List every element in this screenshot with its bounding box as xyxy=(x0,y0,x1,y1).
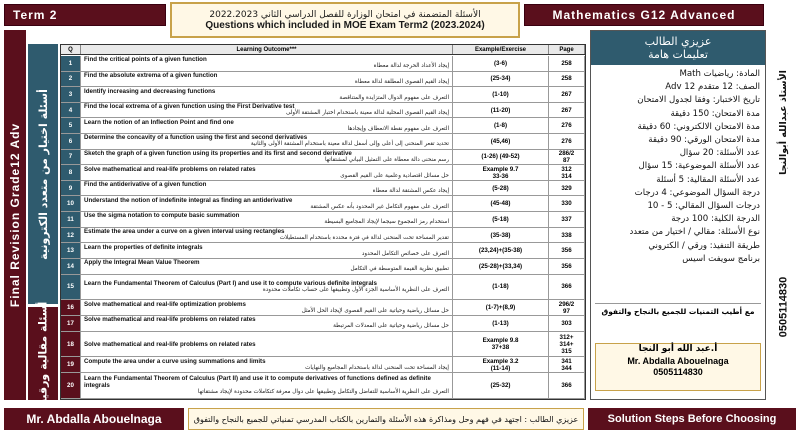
instruction-line: تاريخ الاختبار: وفقا لجدول الامتحان xyxy=(637,95,760,106)
outcome-arabic: التعرف على خصائص التكامل المحدود xyxy=(361,250,449,257)
sign-arabic: أ.عبد الله أبو النجا xyxy=(638,344,718,354)
footer-teacher: Mr. Abdalla Abouelnaga xyxy=(4,408,184,430)
question-number: 14 xyxy=(61,259,81,274)
question-number: 5 xyxy=(61,118,81,133)
sign-phone: 0505114830 xyxy=(653,367,703,377)
outcome-english: Find the absolute extrema of a given function xyxy=(84,71,218,79)
outcome-english: Estimate the area under a curve on a given interval using rectangles xyxy=(84,228,285,235)
outcome-english: Solve mathematical and real-life problems on related rates xyxy=(84,165,256,173)
example-exercise: (1-18) xyxy=(453,275,549,300)
outcome-english: Solve mathematical and real-life problems on related rates xyxy=(84,340,256,348)
header-outcome: Learning Outcome*** xyxy=(81,45,453,54)
exam-banner xyxy=(170,2,520,38)
outcome-arabic: تقدير المساحة تحت المنحنى لدالة في فترة محددة باستخدام المستطيلات xyxy=(279,235,449,241)
table-row xyxy=(61,357,585,373)
outcome-arabic: إيجاد عكس المشتقة لدالة معطاة xyxy=(372,188,449,195)
outcome-arabic: التعرف على مفهوم التكامل غير المحدود بأنه عكس المشتقة xyxy=(310,203,449,210)
outcome-english: Find the antiderivative of a given function xyxy=(84,181,207,189)
question-number: 19 xyxy=(61,357,81,372)
instruction-line: درجات السؤال المقالي: 5 - 10 xyxy=(647,201,760,212)
outcome-arabic: التعرف على مفهوم الدوال المتزايدة والمتناقصة xyxy=(339,94,449,101)
instruction-line: عدد الأسئلة الموضوعية: 15 سؤال xyxy=(638,161,760,172)
side-title-left xyxy=(4,30,26,400)
outcome-arabic: إيجاد المساحة تحت المنحنى لدالة باستخدام المجاميع والنهايات xyxy=(305,364,449,371)
table-row xyxy=(61,228,585,244)
question-number: 7 xyxy=(61,150,81,165)
page-number: 330 xyxy=(549,196,585,211)
table-row xyxy=(61,300,585,316)
question-number: 16 xyxy=(61,300,81,315)
question-number: 12 xyxy=(61,228,81,243)
question-number: 13 xyxy=(61,243,81,258)
learning-outcome xyxy=(81,165,453,180)
table-row xyxy=(61,275,585,301)
panel-title-2: تعليمات هامة xyxy=(648,48,708,61)
sign-english: Mr. Abdalla Abouelnaga xyxy=(627,355,729,366)
outcome-arabic: رسم منحنى دالة معطاة على التمثيل البياني لمشتقاتها xyxy=(324,156,449,163)
learning-outcome xyxy=(81,196,453,211)
instruction-line: عدد الأسئلة: 20 سؤال xyxy=(679,148,760,159)
example-exercise: (25-28)+(33,34) xyxy=(453,259,549,274)
learning-outcome xyxy=(81,275,453,300)
example-exercise: Example 3.2 (11-14) xyxy=(453,357,549,372)
learning-outcome xyxy=(81,357,453,372)
instruction-line: عدد الأسئلة المقالية: 5 أسئلة xyxy=(656,174,760,185)
learning-outcome xyxy=(81,134,453,149)
instruction-line: الصف: 12 متقدم Adv 12 xyxy=(665,82,760,93)
outcome-english: Learn the properties of definite integrals xyxy=(84,243,203,251)
instruction-line: مدة الامتحان الورقي: 90 دقيقة xyxy=(648,135,760,146)
page-number: 267 xyxy=(549,87,585,102)
page-number: 312+ 314+ 315 xyxy=(549,332,585,357)
panel-header xyxy=(591,31,765,65)
learning-outcome xyxy=(81,56,453,71)
outcome-arabic: حل مسائل رياضية وحياتية على القيم القصوى لإيجاد الحل الأمثل xyxy=(301,307,449,314)
section-essay xyxy=(28,301,58,406)
outcome-arabic: حل مسائل اقتصادية وعلمية على القيم القصوى xyxy=(340,172,449,179)
page-number: 303 xyxy=(549,316,585,331)
table-body xyxy=(61,56,585,399)
page-number: 296/2 97 xyxy=(549,300,585,315)
table-header xyxy=(61,45,585,55)
outcome-arabic: التعرف على النظرية الأساسية الجزء الأول وتطبيقها على حساب تكاملات محدودة xyxy=(262,286,449,293)
instruction-line: طريقة التنفيذ: ورقي / الكتروني xyxy=(648,240,760,251)
outcome-arabic: حل مسائل رياضية وحياتية على المعدلات المرتبطة xyxy=(333,323,449,330)
teacher-signature xyxy=(595,343,761,391)
question-number: 2 xyxy=(61,72,81,87)
panel-lines xyxy=(591,65,765,269)
side-name: الأستاذ عبدالله أبوالنجا xyxy=(777,69,789,175)
example-exercise: Example 9.7 33-36 xyxy=(453,165,549,180)
example-exercise: (3-6) xyxy=(453,56,549,71)
learning-outcome xyxy=(81,118,453,133)
table-row xyxy=(61,243,585,259)
outcome-english: Learn the Fundamental Theorem of Calculus (Part I) and use it to compute various definite integrals xyxy=(84,279,377,287)
page-number: 267 xyxy=(549,103,585,118)
page-number: 366 xyxy=(549,275,585,300)
example-exercise: (23,24)+(35-38) xyxy=(453,243,549,258)
learning-outcome xyxy=(81,300,453,315)
side-title-right xyxy=(770,30,796,400)
banner-english: Questions which included in MOE Exam Term2 (2023.2024) xyxy=(205,19,485,31)
outcome-english: Learn the notion of an Inflection Point and find one xyxy=(84,118,234,126)
outcome-english: Apply the Integral Mean Value Theorem xyxy=(84,259,200,267)
question-number: 15 xyxy=(61,275,81,300)
section-essay-label: أسئلة مقالية ورقية xyxy=(36,301,50,406)
outcome-english: Solve mathematical and real-life optimization problems xyxy=(84,300,246,308)
instruction-line: مدة الامتحان: 150 دقيقة xyxy=(670,108,760,119)
outcome-english: Understand the notion of indefinite integral as finding an antiderivative xyxy=(84,196,293,204)
outcome-arabic: تطبيق نظرية القيمة المتوسطة في التكامل xyxy=(350,266,449,273)
outcome-english: Find the local extrema of a given function using the First Derivative test xyxy=(84,103,295,111)
outcomes-table xyxy=(60,44,586,400)
section-mcq-label: أسئلة اختيار من متعدد الكترونية xyxy=(36,88,50,260)
side-title-text: Final Revision Grade12 Adv xyxy=(8,122,22,308)
example-exercise: (5-28) xyxy=(453,181,549,196)
table-row xyxy=(61,165,585,181)
example-exercise: (11-20) xyxy=(453,103,549,118)
outcome-arabic: التعرف على النظرية الأساسية للتفاضل والتكامل وتطبيقها على دوال معرفة كتكاملات محدودة لإيجاد مشتقاتها xyxy=(197,388,449,395)
question-number: 9 xyxy=(61,181,81,196)
page-number: 258 xyxy=(549,56,585,71)
question-number: 18 xyxy=(61,332,81,357)
page-number: 356 xyxy=(549,243,585,258)
example-exercise: (35-38) xyxy=(453,228,549,243)
page-number: 338 xyxy=(549,228,585,243)
outcome-english: Compute the area under a curve using summations and limits xyxy=(84,357,266,365)
instructions-panel xyxy=(590,30,766,400)
example-exercise: (25-32) xyxy=(453,373,549,398)
instruction-line: برنامج سويفت اسيس xyxy=(682,253,760,264)
example-exercise: (1-10) xyxy=(453,87,549,102)
example-exercise: (1-8) xyxy=(453,118,549,133)
example-exercise: (1-26) (49-52) xyxy=(453,150,549,165)
table-row xyxy=(61,103,585,119)
outcome-arabic: إيجاد القيم القصوى المطلقة لدالة معطاة xyxy=(354,78,449,85)
outcome-english: Sketch the graph of a given function using its properties and its first and second derivative xyxy=(84,149,352,157)
outcome-english: Learn the Fundamental Theorem of Calculus (Part II) and use it to compute derivatives of functions defined as definite integrals xyxy=(84,374,431,389)
page-number: 258 xyxy=(549,72,585,87)
table-row xyxy=(61,181,585,197)
table-row xyxy=(61,212,585,228)
instruction-line: درجة السؤال الموضوعي: 4 درجات xyxy=(634,187,760,198)
outcome-arabic: تحديد تقعر المنحنى إلى أعلى وإلى أسفل لدالة معينة باستخدام المشتقة الأولى والثانية xyxy=(250,141,449,148)
header-example: Example/Exercise xyxy=(453,45,549,54)
instruction-line: مدة الامتحان الالكتروني: 60 دقيقة xyxy=(637,121,760,132)
instruction-line: نوع الأسئلة: مقالي / اختيار من متعدد xyxy=(629,227,760,238)
example-exercise: Example 9.8 37+38 xyxy=(453,332,549,357)
example-exercise: (45-48) xyxy=(453,196,549,211)
question-number: 4 xyxy=(61,103,81,118)
table-row xyxy=(61,259,585,275)
outcome-arabic: إيجاد الأعداد الحرجة لدالة معطاة xyxy=(373,63,449,70)
outcome-english: Solve mathematical and real-life problems on related rates xyxy=(84,316,256,324)
question-number: 3 xyxy=(61,87,81,102)
outcome-arabic: إيجاد القيم القصوى المحلية لدالة معينة باستخدام اختبار المشتقة الأولى xyxy=(285,110,449,117)
outcome-english: Use the sigma notation to compute basic summation xyxy=(84,212,240,220)
footer-message: عزيزي الطالب : اجتهد في فهم وحل ومذاكرة هذه الأسئلة والتمارين بالكتاب المدرسي تمنياتي للجميع بالنجاح والتفوق xyxy=(188,408,584,430)
learning-outcome xyxy=(81,103,453,118)
learning-outcome xyxy=(81,150,453,165)
outcome-arabic: التعرف على مفهوم نقطة الانعطاف وإيجادها xyxy=(347,125,449,132)
table-row xyxy=(61,150,585,166)
page-number: 341 344 xyxy=(549,357,585,372)
learning-outcome xyxy=(81,316,453,331)
page-number: 329 xyxy=(549,181,585,196)
learning-outcome xyxy=(81,212,453,227)
learning-outcome xyxy=(81,332,453,357)
example-exercise: (25-34) xyxy=(453,72,549,87)
question-number: 6 xyxy=(61,134,81,149)
question-number: 8 xyxy=(61,165,81,180)
table-row xyxy=(61,196,585,212)
term-label: Term 2 xyxy=(4,4,166,26)
example-exercise: (5-18) xyxy=(453,212,549,227)
banner-arabic: الأسئلة المتضمنة في امتحان الوزارة للفصل الدراسي الثاني 2022.2023 xyxy=(209,9,481,20)
table-row xyxy=(61,118,585,134)
example-exercise: (1-7)+(8,9) xyxy=(453,300,549,315)
outcome-english: Determine the concavity of a function using the first and second derivatives xyxy=(84,134,308,142)
example-exercise: (45,46) xyxy=(453,134,549,149)
learning-outcome xyxy=(81,373,453,398)
page-number: 286/2 87 xyxy=(549,150,585,165)
page-number: 276 xyxy=(549,118,585,133)
table-row xyxy=(61,56,585,72)
question-number: 1 xyxy=(61,56,81,71)
example-exercise: (1-13) xyxy=(453,316,549,331)
footer-tip: Solution Steps Before Choosing xyxy=(588,408,796,430)
section-mcq xyxy=(28,44,58,304)
learning-outcome xyxy=(81,259,453,274)
learning-outcome xyxy=(81,243,453,258)
learning-outcome xyxy=(81,87,453,102)
learning-outcome xyxy=(81,72,453,87)
question-number: 10 xyxy=(61,196,81,211)
page-number: 312 314 xyxy=(549,165,585,180)
side-phone: 0505114830 xyxy=(777,276,790,338)
page-number: 366 xyxy=(549,373,585,398)
table-row xyxy=(61,316,585,332)
instruction-line: الدرجة الكلية: 100 درجة xyxy=(671,214,760,225)
question-number: 20 xyxy=(61,373,81,398)
header-q: Q xyxy=(61,45,81,54)
panel-note: مع أطيب التمنيات للجميع بالنجاح والتفوق xyxy=(595,303,761,316)
course-label: Mathematics G12 Advanced xyxy=(524,4,764,26)
outcome-english: Find the critical points of a given function xyxy=(84,56,207,64)
page-number: 356 xyxy=(549,259,585,274)
panel-title-1: عزيزي الطالب xyxy=(644,35,712,48)
question-number: 11 xyxy=(61,212,81,227)
table-row xyxy=(61,87,585,103)
outcome-arabic: استخدام رمز المجموع سيجما لإيجاد المجاميع البسيطة xyxy=(324,219,449,226)
table-row xyxy=(61,72,585,88)
table-row xyxy=(61,373,585,399)
table-row xyxy=(61,332,585,358)
learning-outcome xyxy=(81,228,453,243)
outcome-english: Identify increasing and decreasing functions xyxy=(84,87,216,95)
page-number: 337 xyxy=(549,212,585,227)
page-number: 276 xyxy=(549,134,585,149)
learning-outcome xyxy=(81,181,453,196)
question-number: 17 xyxy=(61,316,81,331)
instruction-line: المادة: رياضيات Math xyxy=(679,69,760,79)
table-row xyxy=(61,134,585,150)
header-page: Page xyxy=(549,45,585,54)
